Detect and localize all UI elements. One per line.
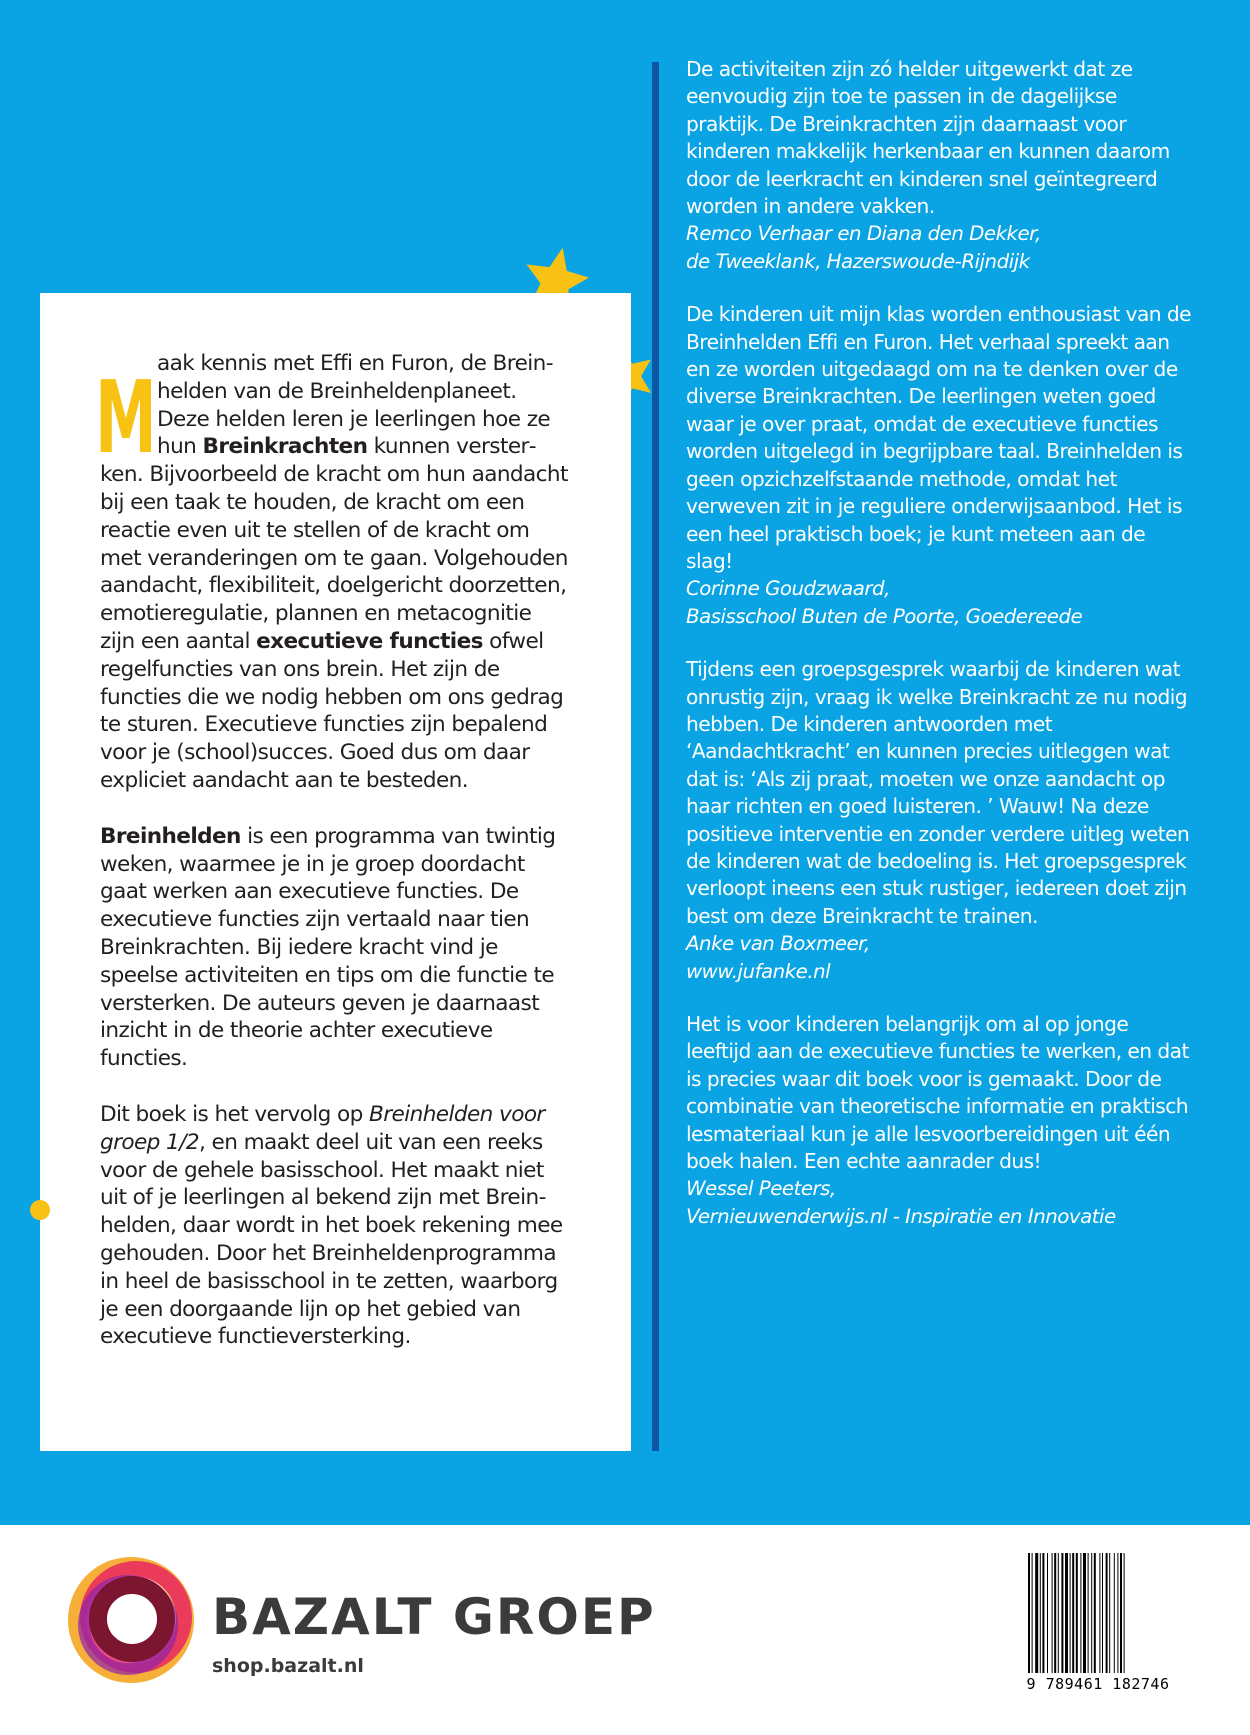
testimonial-author: Wessel Peeters,: [686, 1177, 836, 1201]
barcode-bar: [1106, 1553, 1108, 1673]
testimonial-author: Corinne Goudzwaard,: [686, 577, 890, 601]
barcode: [1026, 1553, 1170, 1673]
testimonial-text: De kinderen uit mijn klas worden enthousiast van de Breinhelden Effi en Furon. Het verhaal spreekt aan en ze worden uitgedaagd om na te denken over de diverse Breinkrachten. De leerlingen weten goed waar je over praat, omdat de executieve functies worden uitgelegd in begrijpbare taal. Breinhelden is geen opzichzelfstaande methode, omdat het verweven zit in je reguliere onderwijsaanbod. Het is een heel praktisch boek; je kunt meteen aan de slag!: [686, 302, 1192, 573]
intro-p2-text: Breinhelden is een programma van twintig weken, waarmee je in je groep doordacht gaat werken aan executieve functies. De executieve functies zijn vertaald naar tien Breinkrachten. Bij iedere kracht vind je speelse activiteiten en tips om die functie te versterken. De auteurs geven je daarnaast inzicht in de theorie achter executieve functies.: [100, 823, 556, 1072]
intro-p1-text: aak kennis met Effi en Furon, de Breinhelden van de Breinheldenplaneet. Deze helden leren je leerlingen hoe ze hun Breinkrachten kunnen versterken. Bijvoorbeeld de kracht om hun aandacht bij een taak te houden, de kracht om een reactie even uit te stellen of de kracht om met veranderingen om te gaan. Volgehouden aandacht, flexibiliteit, doelgericht doorzetten, emotieregulatie, plannen en metacognitie zijn een aantal executieve functies ofwel regelfuncties van ons brein. Het zijn de functies die we nodig hebben om ons gedrag te sturen. Executieve functies zijn bepalend voor je (school)succes. Goed dus om daar expliciet aandacht aan te besteden.: [100, 351, 568, 793]
barcode-bar: [1080, 1553, 1081, 1673]
intro-paragraph-2: [100, 823, 569, 1073]
barcode-bar: [1061, 1553, 1063, 1673]
brand-name: BAZALT GROEP: [212, 1588, 656, 1646]
barcode-bar: [1091, 1553, 1092, 1673]
drop-cap: [95, 352, 157, 477]
testimonial-affiliation: www.jufanke.nl: [686, 959, 831, 983]
barcode-bar: [1083, 1553, 1086, 1673]
barcode-bar: [1028, 1553, 1030, 1673]
barcode-bar: [1102, 1553, 1103, 1673]
barcode-bar: [1035, 1553, 1038, 1673]
intro-paragraph-1: [95, 350, 569, 795]
barcode-bar: [1099, 1553, 1100, 1673]
testimonial-author: Remco Verhaar en Diana den Dekker,: [686, 222, 1041, 246]
barcode-bar: [1058, 1553, 1059, 1673]
barcode-bar: [1042, 1553, 1044, 1673]
drop-cap-letter: M: [95, 359, 157, 477]
barcode-bar: [1094, 1553, 1096, 1673]
brand-url[interactable]: shop.bazalt.nl: [212, 1655, 364, 1677]
testimonial-affiliation: de Tweeklank, Hazerswoude-Rijndijk: [686, 249, 1030, 273]
barcode-bar: [1124, 1553, 1125, 1673]
testimonial-affiliation: Basisschool Buten de Poorte, Goedereede: [686, 604, 1083, 628]
barcode-bar: [1109, 1553, 1110, 1673]
testimonial: [686, 656, 1196, 985]
intro-paragraph-3: [100, 1101, 569, 1351]
testimonial: [686, 1011, 1196, 1230]
barcode-bar: [1088, 1553, 1089, 1673]
barcode-bar: [1032, 1553, 1033, 1673]
isbn-number: 9 789461 182746: [1026, 1675, 1170, 1693]
barcode-bar: [1114, 1553, 1115, 1673]
bazalt-ring-icon: [66, 1555, 196, 1685]
testimonial-text: Tijdens een groepsgesprek waarbij de kinderen wat onrustig zijn, vraag ik welke Breinkracht ze nu nodig hebben. De kinderen antwoorden met ‘Aandachtkracht’ en kunnen precies uitleggen wat dat is: ‘Als zij praat, moeten we onze aandacht op haar richten en goed luisteren. ’ Wauw! Na deze positieve interventie en zonder verdere uitleg weten de kinderen wat de bedoeling is. Het groepsgesprek verloopt ineens een stuk rustiger, iedereen doet zijn best om deze Breinkracht te trainen.: [686, 657, 1190, 928]
intro-panel: [40, 293, 631, 1451]
testimonials: [686, 56, 1196, 1256]
barcode-bar: [1052, 1553, 1053, 1673]
barcode-bar: [1072, 1553, 1074, 1673]
vertical-divider: [652, 62, 659, 1451]
barcode-bar: [1040, 1553, 1041, 1673]
barcode-bar: [1076, 1553, 1078, 1673]
yellow-dot-icon: [30, 1200, 50, 1220]
testimonial-affiliation: Vernieuwenderwijs.nl - Inspiratie en Innovatie: [686, 1204, 1116, 1228]
intro-p3-text: Dit boek is het vervolg op Breinhelden voor groep 1/2, en maakt deel uit van een reeks voor de gehele basisschool. Het maakt niet uit of je leerlingen al bekend zijn met Breinhelden, daar wordt in het boek rekening mee gehouden. Door het Breinheldenprogramma in heel de basisschool in te zetten, waarborg je een doorgaande lijn op het gebied van executieve functieversterking.: [100, 1101, 563, 1350]
testimonial: [686, 301, 1196, 630]
barcode-bar: [1065, 1553, 1068, 1673]
testimonial-text: Het is voor kinderen belangrijk om al op jonge leeftijd aan de executieve functies te werken, en dat is precies waar dit boek voor is gemaakt. Door de combinatie van theoretische informatie en praktisch lesmateriaal kun je alle lesvoorbereidingen uit één boek halen. Een echte aanrader dus!: [686, 1012, 1189, 1174]
testimonial-author: Anke van Boxmeer,: [686, 932, 870, 956]
barcode-bar: [1117, 1553, 1118, 1673]
barcode-bar: [1070, 1553, 1071, 1673]
testimonial-text: De activiteiten zijn zó helder uitgewerkt dat ze eenvoudig zijn toe te passen in de dagelijkse praktijk. De Breinkrachten zijn daarnaast voor kinderen makkelijk herkenbaar en kunnen daarom door de leerkracht en kinderen snel geïntegreerd worden in andere vakken.: [686, 57, 1170, 219]
testimonial: [686, 56, 1196, 275]
barcode-bar: [1054, 1553, 1056, 1673]
barcode-bar: [1047, 1553, 1048, 1673]
barcode-bar: [1120, 1553, 1122, 1673]
